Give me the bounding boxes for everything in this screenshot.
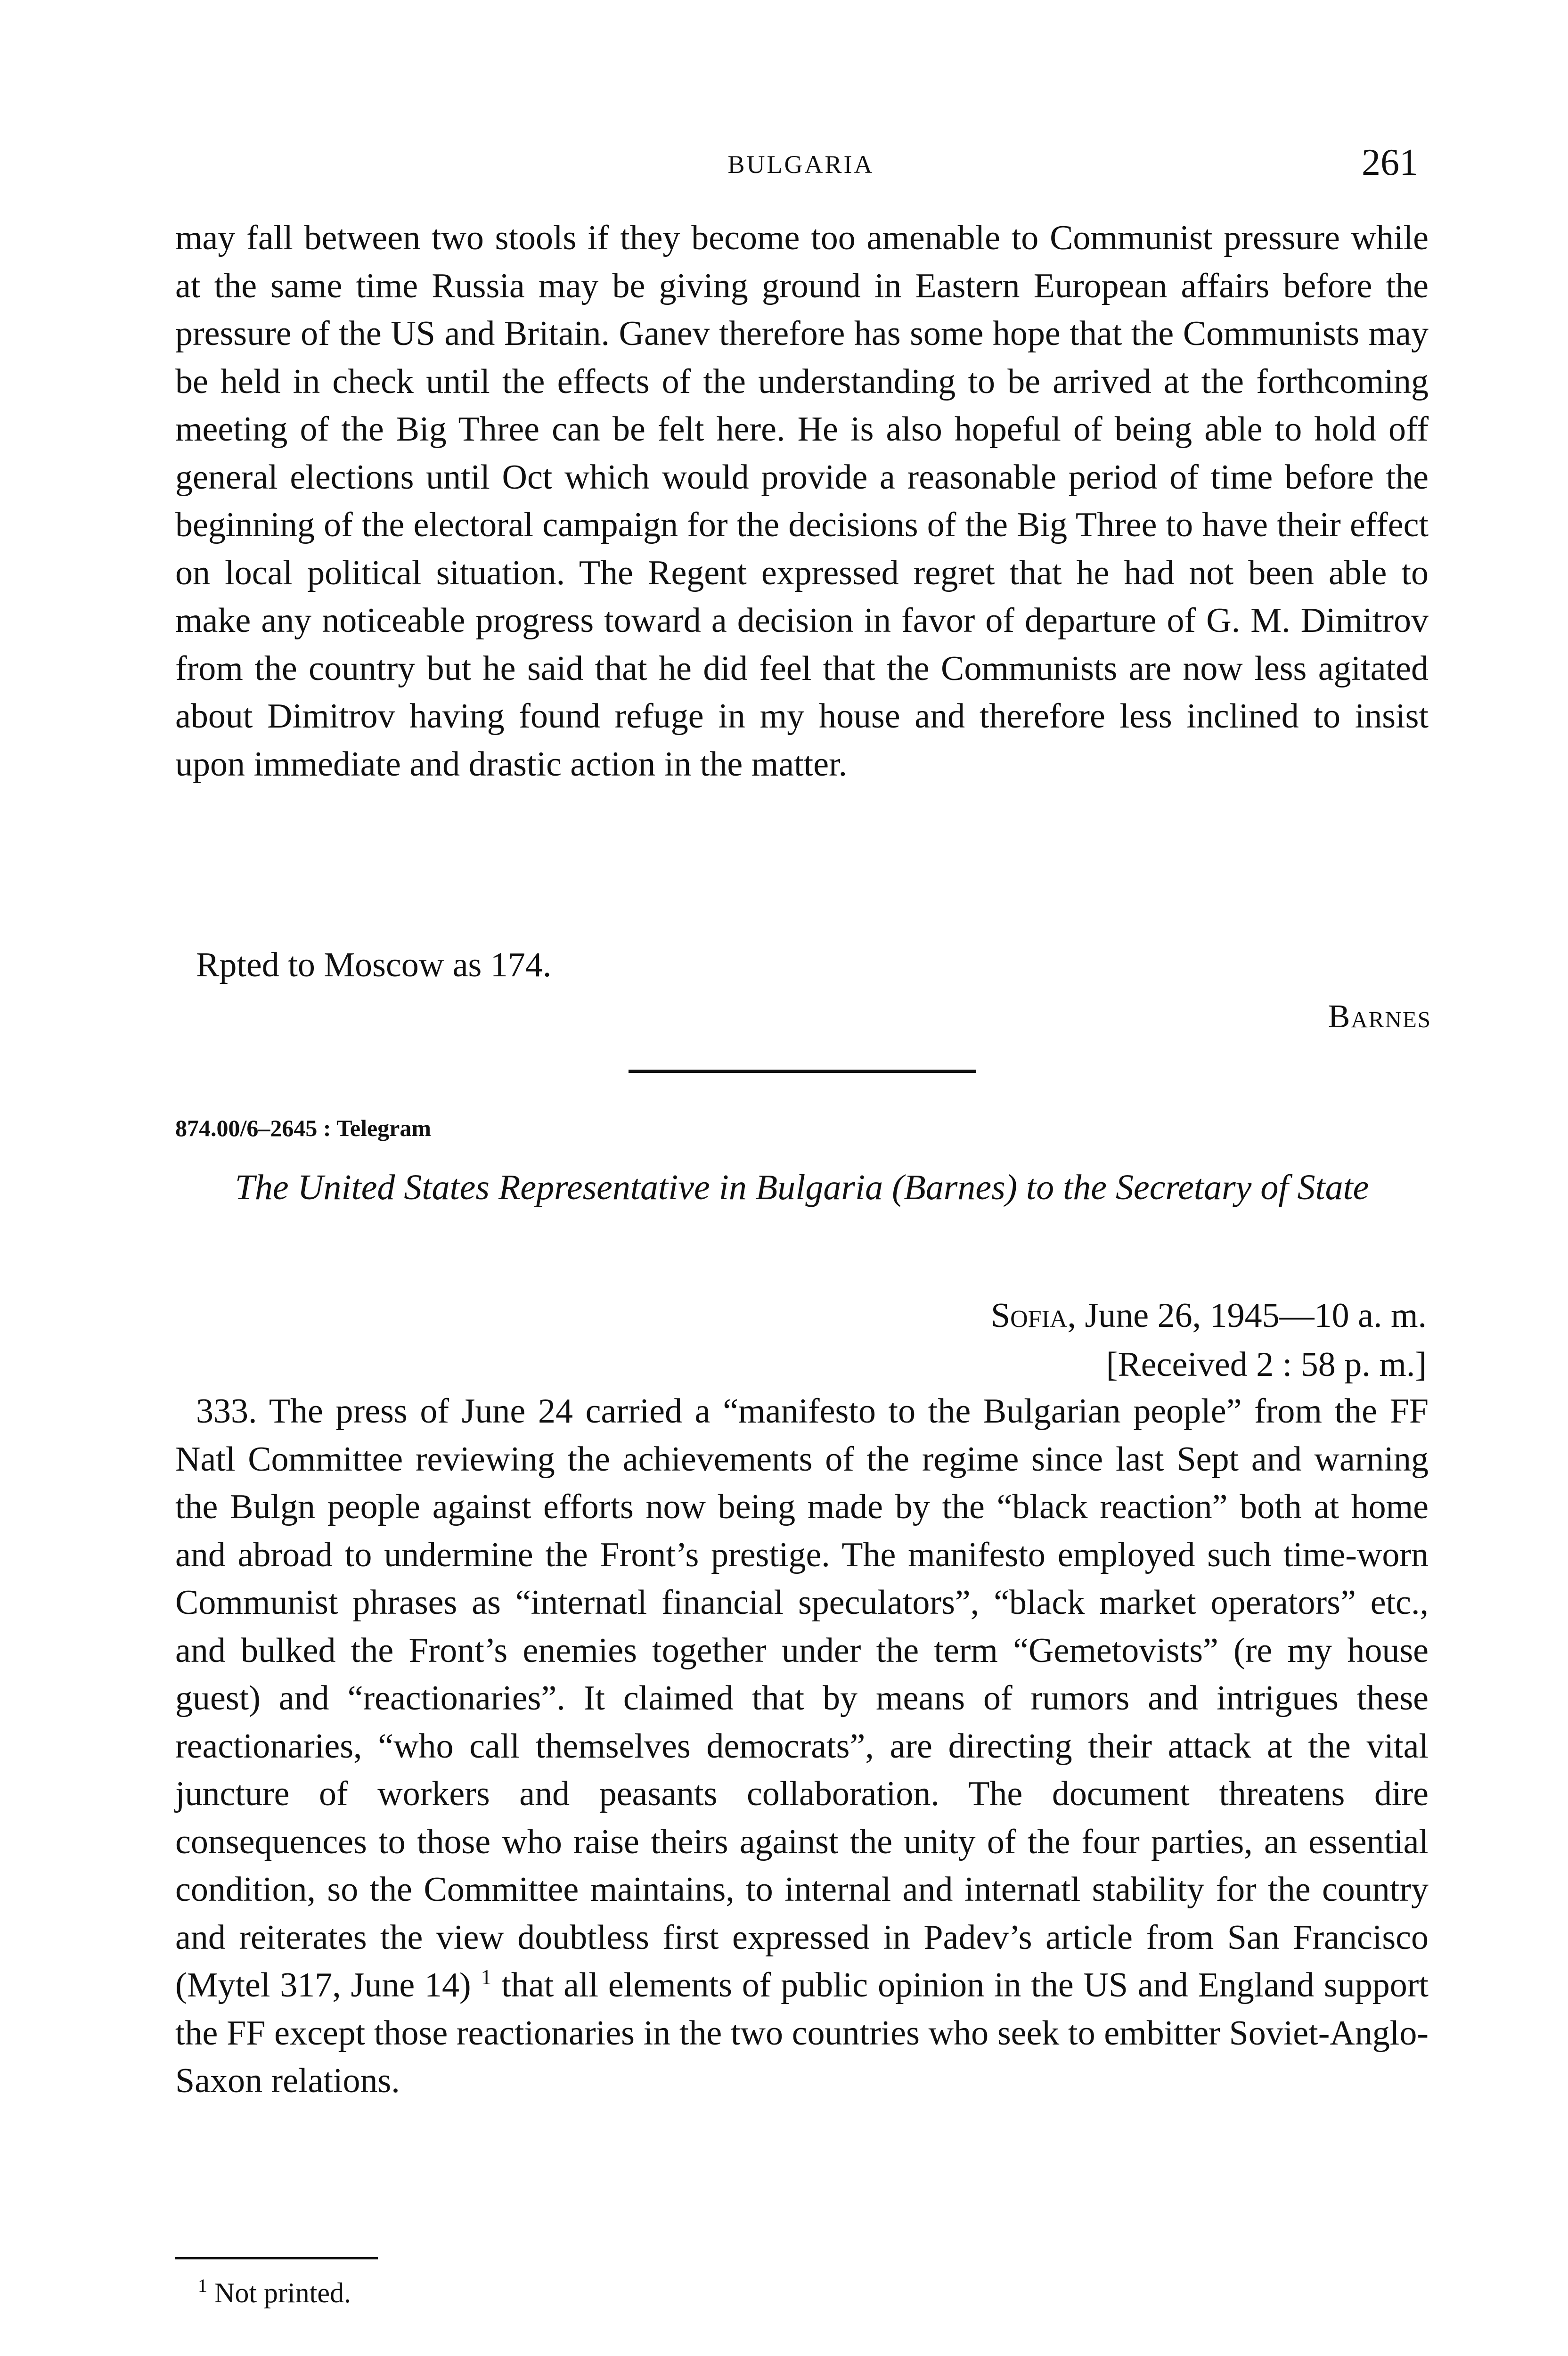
footnote-mark: 1: [198, 2275, 207, 2296]
section-divider: [629, 1070, 976, 1073]
footnote-divider: [175, 2257, 378, 2259]
continued-paragraph: may fall between two stools if they become too amenable to Communist pressure while at the same time Russia may be giving ground in Eastern European affairs before the pressure of the US and Britain. Ganev therefore has some hope that the Communists may be held in check until the effects of the understanding to be arrived at the forthcoming meeting of the Big Three can be felt here. He is also hopeful of being able to hold off general elections until Oct which would provide a reasonable period of time before the beginning of the electoral campaign for the decisions of the Big Three to have their effect on local political situation. The Regent expressed regret that he had not been able to make any noticeable progress toward a decision in favor of departure of G. M. Dimitrov from the country but he said that he did feel that the Communists are now less agitated about Dimitrov having found refuge in my house and therefore less inclined to insist upon immediate and drastic action in the matter.: [175, 219, 1429, 784]
signature: Barnes: [1328, 998, 1431, 1035]
footnote-reference: 1: [481, 1965, 492, 1989]
page-number: 261: [1362, 142, 1418, 183]
running-title: BULGARIA: [727, 150, 874, 179]
repeat-note: Rpted to Moscow as 174.: [196, 946, 552, 984]
footnote: [198, 2277, 351, 2309]
telegram-body-text-end: that all elements of public opinion in the US and England support the FF except those reactionaries in the two countries who seek to embitter Soviet-Anglo-Saxon relations.: [175, 1966, 1429, 2100]
dateline: [991, 1291, 1427, 1389]
footnote-text: Not printed.: [214, 2277, 351, 2308]
date-line: [991, 1291, 1427, 1340]
telegram-body: [175, 1388, 1429, 2105]
place-name: Sofia: [990, 1296, 1068, 1335]
telegram-body-text: 333. The press of June 24 carried a “manifesto to the Bulgarian people” from the FF Natl Committee reviewing the achievements of the regime since last Sept and warning the Bulgn people against efforts now being made by the “black reaction” both at home and abroad to undermine the Front’s prestige. The manifesto employed such time-worn Communist phrases as “internatl financial speculators”, “black market operators” etc., and bulked the Front’s enemies together under the term “Gemetovists” (re my house guest) and “reactionaries”. It claimed that by means of rumors and intrigues these reactionaries, “who call themselves democrats”, are directing their attack at the vital juncture of workers and peasants collaboration. The document threatens dire consequences to those who raise theirs against the unity of the four parties, an essential condition, so the Committee maintains, to internal and internatl stability for the country and reiterates the view doubtless first expressed in Padev’s article from San Francisco (Mytel 317, June 14): [175, 1392, 1429, 2004]
received-line: [Received 2 : 58 p. m.]: [1106, 1345, 1427, 1384]
document-reference: 874.00/6–2645 : Telegram: [175, 1115, 432, 1141]
date-text: , June 26, 1945—10 a. m.: [1067, 1296, 1427, 1335]
document-title: The United States Representative in Bulgaria (Barnes) to the Secretary of State: [235, 1168, 1369, 1207]
page-header: [174, 141, 1428, 193]
